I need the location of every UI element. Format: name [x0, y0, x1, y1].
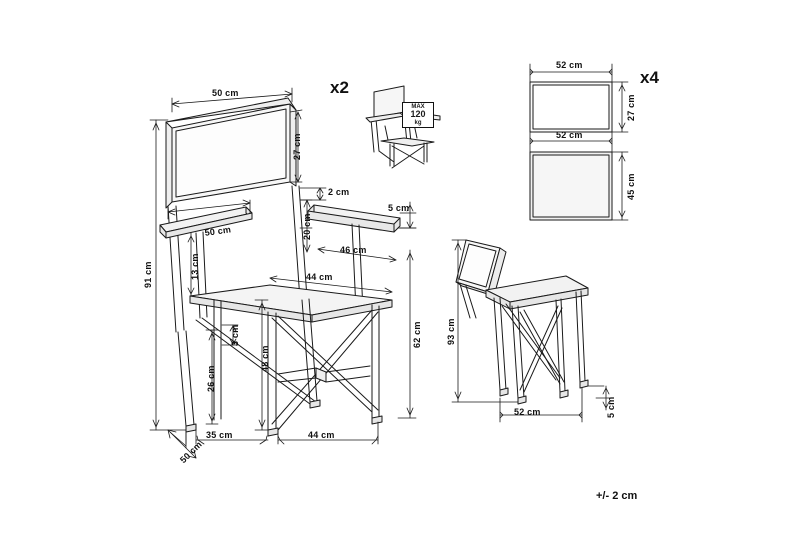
- dim-seat-to-arm: 20 cm: [302, 213, 312, 240]
- dim-back-gap: 2 cm: [328, 187, 350, 197]
- chair-backrest: [166, 98, 296, 208]
- dim-seat-depth-side: 62 cm: [412, 321, 422, 348]
- dim-total-height: 91 cm: [143, 261, 153, 288]
- chair-side-view: [456, 240, 588, 404]
- dim-side-thickness: 5 cm: [606, 396, 616, 418]
- dim-cover-bottom-width: 52 cm: [556, 130, 583, 140]
- dim-base-width: 44 cm: [308, 430, 335, 440]
- max-load-badge: [402, 102, 434, 128]
- dim-arm-length: 46 cm: [340, 245, 367, 255]
- quantity-chairs: x2: [330, 78, 349, 97]
- cover-panel-bottom: [530, 152, 612, 220]
- dim-base-depth: 50 cm: [178, 439, 204, 466]
- dim-armrest-thickness: 5 cm: [388, 203, 410, 213]
- dim-armrest-depth: 50 cm: [204, 224, 232, 238]
- dim-backrest-width: 50 cm: [212, 88, 239, 98]
- max-load-line2: 120: [410, 109, 426, 120]
- dim-side-total-height: 93 cm: [446, 318, 456, 345]
- dim-seat-width-top: 44 cm: [306, 272, 333, 282]
- dim-cover-top-height: 27 cm: [626, 94, 636, 121]
- quantity-covers: x4: [640, 68, 659, 87]
- dim-arm-to-seat: 13 cm: [190, 253, 200, 280]
- max-load-line3: kg: [414, 119, 422, 126]
- dim-side-rail: 48 cm: [260, 345, 270, 372]
- dim-cover-top-width: 52 cm: [556, 60, 583, 70]
- dim-side-depth: 52 cm: [514, 407, 541, 417]
- tolerance-note: +/- 2 cm: [596, 490, 638, 502]
- chair-armrest-right: [308, 205, 400, 232]
- max-load-line1: MAX: [411, 104, 425, 110]
- dim-backrest-height: 27 cm: [292, 133, 302, 160]
- dim-lower-leg: 26 cm: [206, 365, 216, 392]
- dim-seat-height: 3 cm: [230, 324, 240, 346]
- dim-base-width-small: 35 cm: [206, 430, 233, 440]
- dim-cover-bottom-height: 45 cm: [626, 173, 636, 200]
- cover-panel-top: [530, 82, 612, 132]
